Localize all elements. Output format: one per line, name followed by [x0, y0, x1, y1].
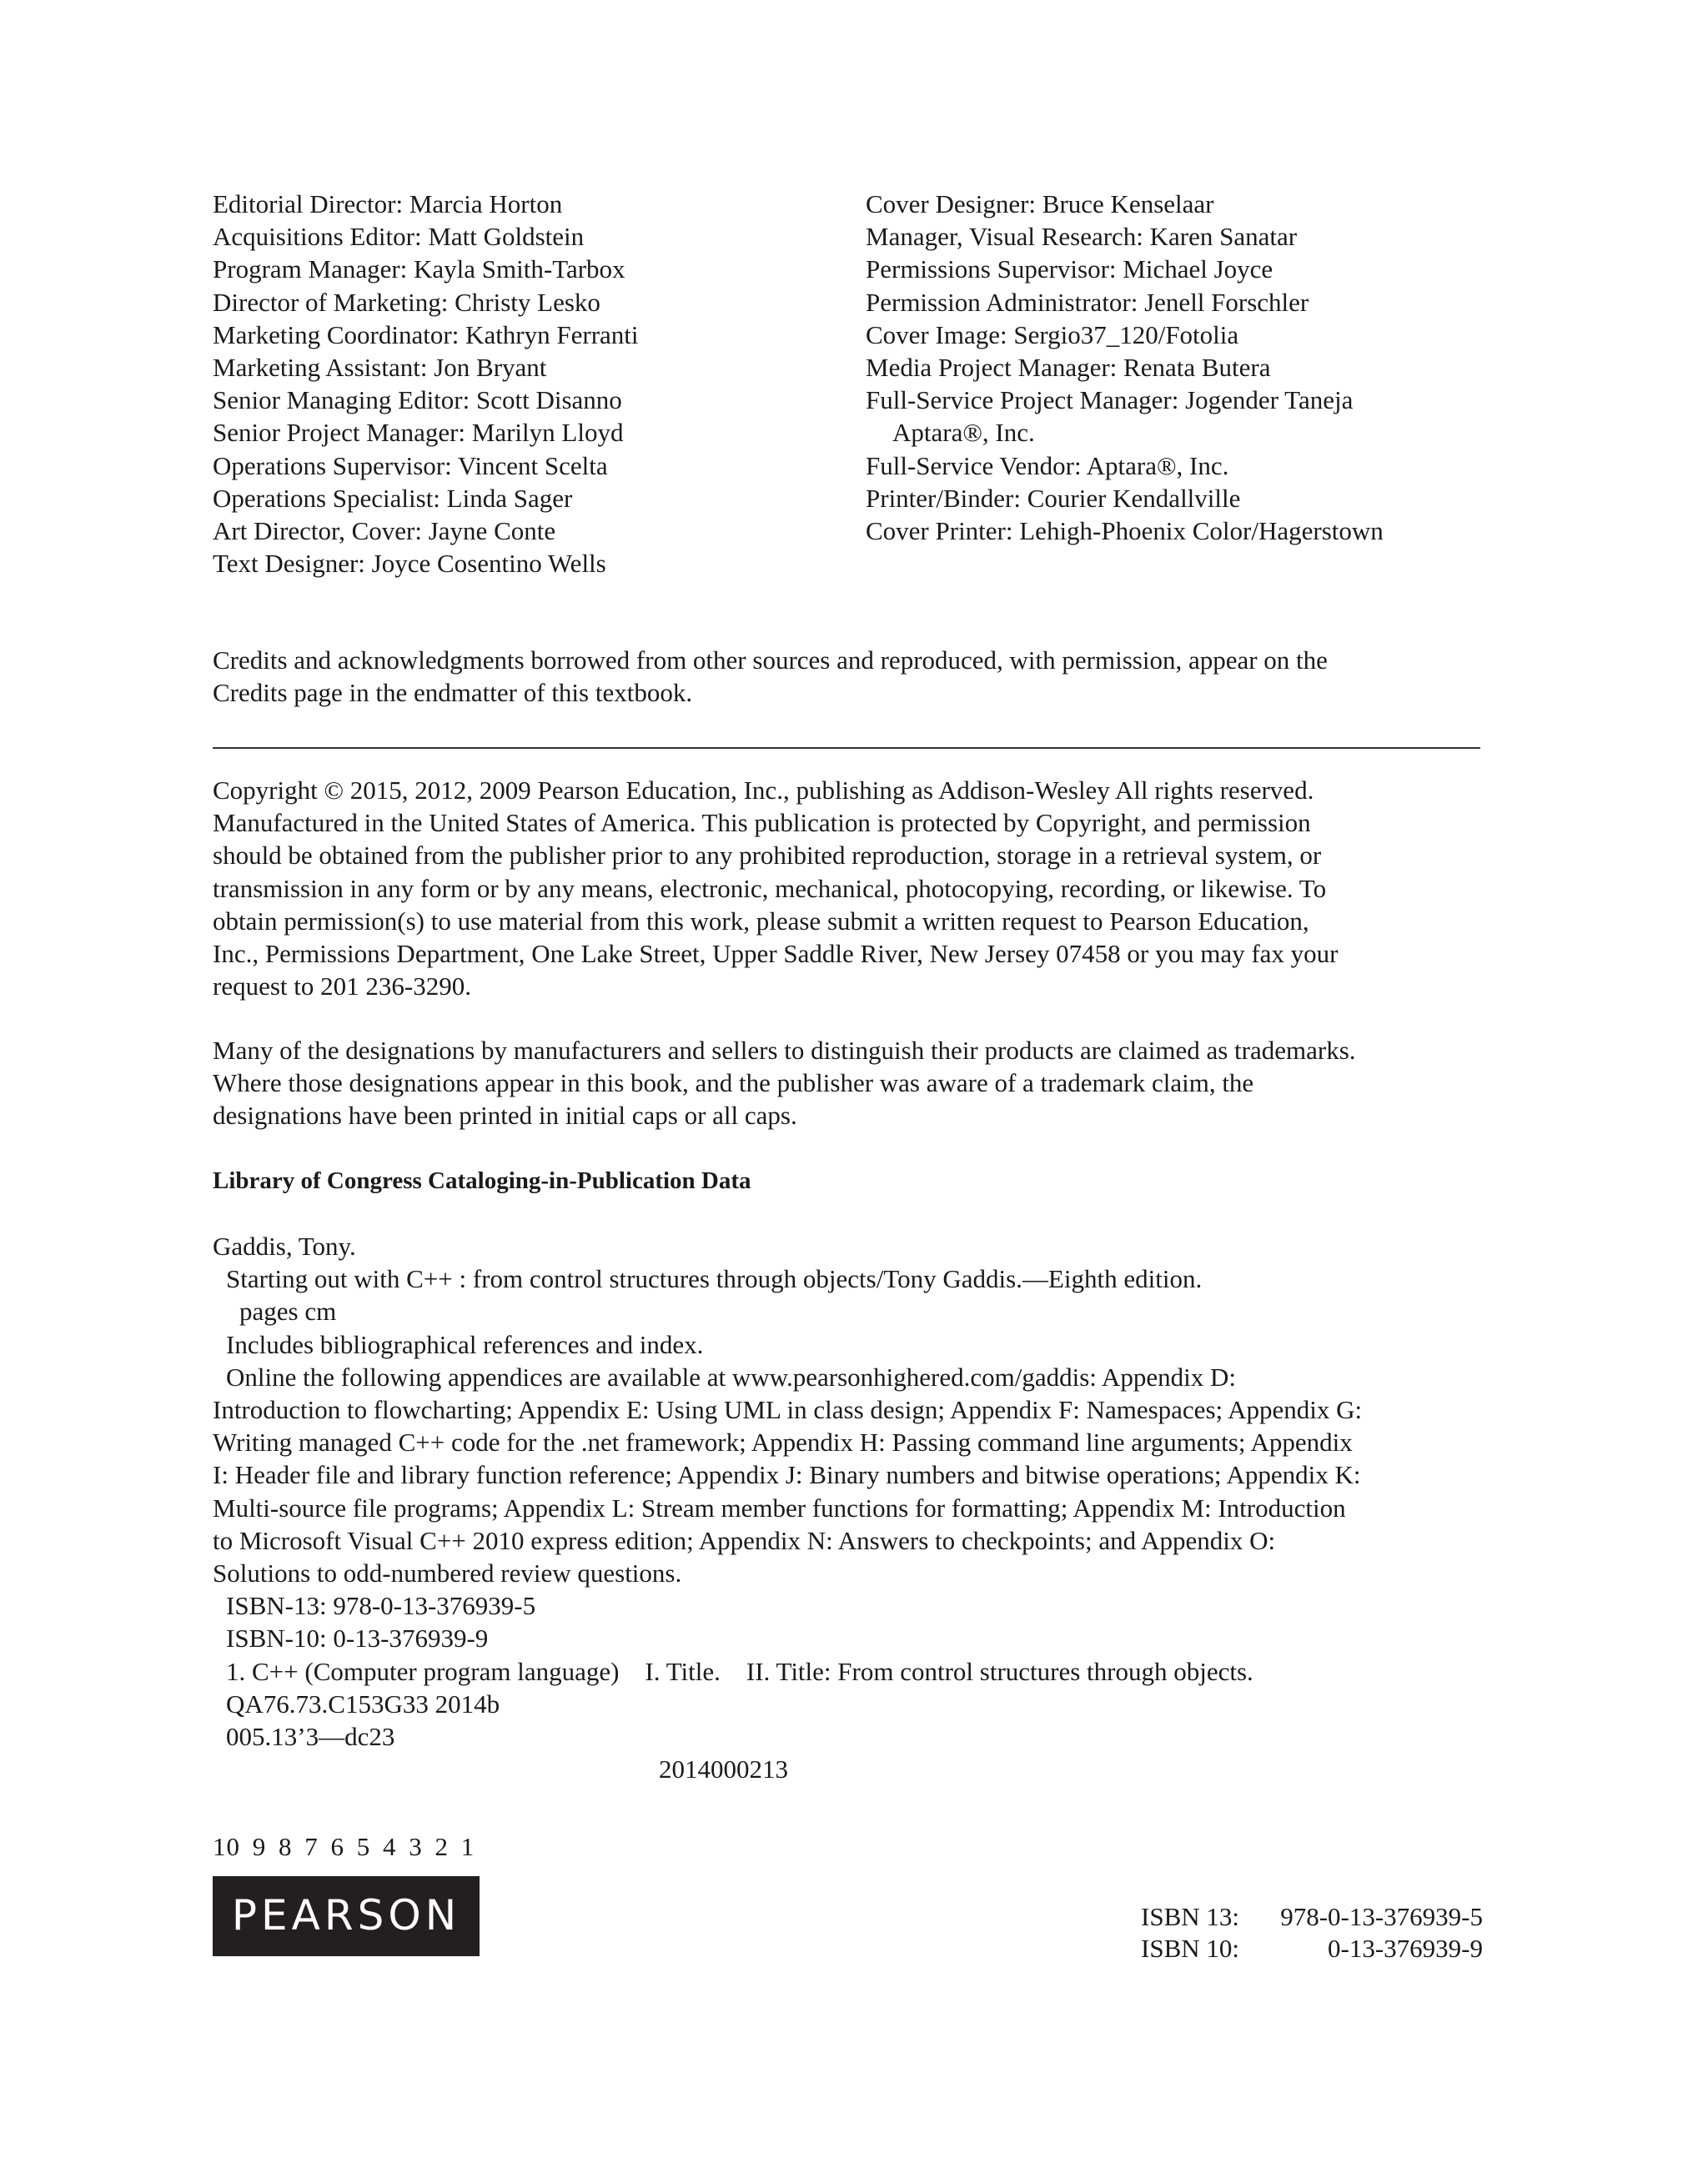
trademark-line: designations have been printed in initial caps or all caps.: [213, 1101, 797, 1131]
staff-line: Cover Designer: Bruce Kenselaar: [866, 189, 1214, 218]
staff-line: Program Manager: Kayla Smith-Tarbox: [213, 254, 625, 284]
credits-note: [213, 644, 1480, 709]
isbn-block: [1141, 1901, 1483, 1965]
cip-title: Starting out with C++ : from control structures through objects/Tony Gaddis.—Eighth edition.: [226, 1264, 1203, 1294]
cip-data: [213, 1230, 1480, 1785]
staff-line: Text Designer: Joyce Cosentino Wells: [213, 549, 606, 579]
staff-line: Art Director, Cover: Jayne Conte: [213, 516, 556, 546]
cip-isbn13: ISBN-13: 978-0-13-376939-5: [226, 1591, 536, 1621]
staff-line: Marketing Coordinator: Kathryn Ferranti: [213, 319, 639, 349]
staff-line: Director of Marketing: Christy Lesko: [213, 287, 600, 317]
staff-line: Manager, Visual Research: Karen Sanatar: [866, 222, 1298, 252]
isbn-label: ISBN 13:: [1141, 1902, 1239, 1931]
copyright-line: Manufactured in the United States of America. This publication is protected by Copyright, and permission: [213, 808, 1311, 838]
staff-line: Full-Service Project Manager: Jogender Taneja: [866, 385, 1354, 415]
cip-online-line: to Microsoft Visual C++ 2010 express edition; Appendix N: Answers to checkpoints; and Appendix O:: [213, 1525, 1276, 1555]
cip-pages: pages cm: [239, 1297, 337, 1327]
cip-lccn: 2014000213: [659, 1754, 788, 1784]
cip-online-line: Introduction to flowcharting; Appendix E: Using UML in class design; Appendix F: Namespaces; Appendix G:: [213, 1395, 1363, 1425]
divider-rule: [213, 747, 1480, 749]
isbn-label: ISBN 10:: [1141, 1934, 1239, 1963]
staff-line: Editorial Director: Marcia Horton: [213, 189, 563, 218]
staff-line: Printer/Binder: Courier Kendallville: [866, 483, 1241, 513]
copyright-line: Copyright © 2015, 2012, 2009 Pearson Education, Inc., publishing as Addison-Wesley All rights reserved.: [213, 775, 1314, 805]
credits-line: Credits page in the endmatter of this textbook.: [213, 678, 693, 708]
cip-subjects: 1. C++ (Computer program language) I. Title. II. Title: From control structures through objects.: [226, 1656, 1253, 1686]
copyright-line: request to 201 236-3290.: [213, 971, 471, 1001]
logo-text: PEARSON: [231, 1891, 461, 1940]
staff-line: Aptara®, Inc.: [892, 418, 1035, 448]
staff-line: Cover Printer: Lehigh-Phoenix Color/Hagerstown: [866, 516, 1384, 546]
cip-author: Gaddis, Tony.: [213, 1232, 356, 1261]
staff-credits-right: [866, 188, 1500, 547]
trademark-line: Many of the designations by manufacturers and sellers to distinguish their products are claimed as trademarks.: [213, 1036, 1356, 1065]
cip-dewey: 005.13’3—dc23: [226, 1722, 395, 1752]
pearson-logo: [213, 1876, 480, 1956]
staff-line: Marketing Assistant: Jon Bryant: [213, 353, 547, 383]
staff-line: Senior Project Manager: Marilyn Lloyd: [213, 418, 624, 448]
staff-line: Full-Service Vendor: Aptara®, Inc.: [866, 450, 1229, 480]
isbn-value: 0-13-376939-9: [1328, 1934, 1483, 1963]
copyright-line: should be obtained from the publisher prior to any prohibited reproduction, storage in a retrieval system, or: [213, 841, 1322, 871]
cip-online-line: I: Header file and library function reference; Appendix J: Binary numbers and bitwise operations; Appendix K:: [213, 1460, 1361, 1490]
cip-isbn10: ISBN-10: 0-13-376939-9: [226, 1624, 489, 1654]
print-line: 10 9 8 7 6 5 4 3 2 1: [213, 1832, 475, 1861]
staff-line: Media Project Manager: Renata Butera: [866, 353, 1271, 383]
staff-line: Operations Specialist: Linda Sager: [213, 483, 573, 513]
staff-line: Permissions Supervisor: Michael Joyce: [866, 254, 1273, 284]
cip-includes: Includes bibliographical references and index.: [226, 1329, 704, 1359]
copyright-line: Inc., Permissions Department, One Lake Street, Upper Saddle River, New Jersey 07458 or you may fax your: [213, 939, 1339, 969]
cip-online-line: Online the following appendices are available at www.pearsonhighered.com/gaddis: Appendix D:: [226, 1362, 1236, 1392]
copyright-line: obtain permission(s) to use material from this work, please submit a written request to Pearson Education,: [213, 906, 1309, 936]
trademark-notice: [213, 1034, 1480, 1132]
copyright-line: transmission in any form or by any means, electronic, mechanical, photocopying, recording, or likewise. To: [213, 873, 1327, 903]
staff-line: Operations Supervisor: Vincent Scelta: [213, 450, 608, 480]
cip-lc-class: QA76.73.C153G33 2014b: [226, 1689, 500, 1719]
staff-line: Acquisitions Editor: Matt Goldstein: [213, 222, 585, 252]
isbn-value: 978-0-13-376939-5: [1280, 1902, 1483, 1931]
staff-line: Permission Administrator: Jenell Forschler: [866, 287, 1309, 317]
isbn-row: [1141, 1901, 1483, 1933]
cip-online-line: Writing managed C++ code for the .net framework; Appendix H: Passing command line arguments; Appendix: [213, 1428, 1353, 1458]
staff-line: Senior Managing Editor: Scott Disanno: [213, 385, 622, 415]
staff-line: Cover Image: Sergio37_120/Fotolia: [866, 319, 1239, 349]
isbn-row: [1141, 1933, 1483, 1965]
credits-line: Credits and acknowledgments borrowed from other sources and reproduced, with permission, appear on the: [213, 645, 1328, 675]
trademark-line: Where those designations appear in this book, and the publisher was aware of a trademark claim, the: [213, 1068, 1254, 1098]
copyright-notice: [213, 774, 1480, 1002]
cip-online-line: Multi-source file programs; Appendix L: Stream member functions for formatting; Appendix M: Introduction: [213, 1493, 1346, 1523]
staff-credits-left: [213, 188, 846, 580]
cip-heading: Library of Congress Cataloging-in-Publication Data: [213, 1167, 751, 1194]
cip-online-line: Solutions to odd-numbered review questions.: [213, 1558, 682, 1588]
